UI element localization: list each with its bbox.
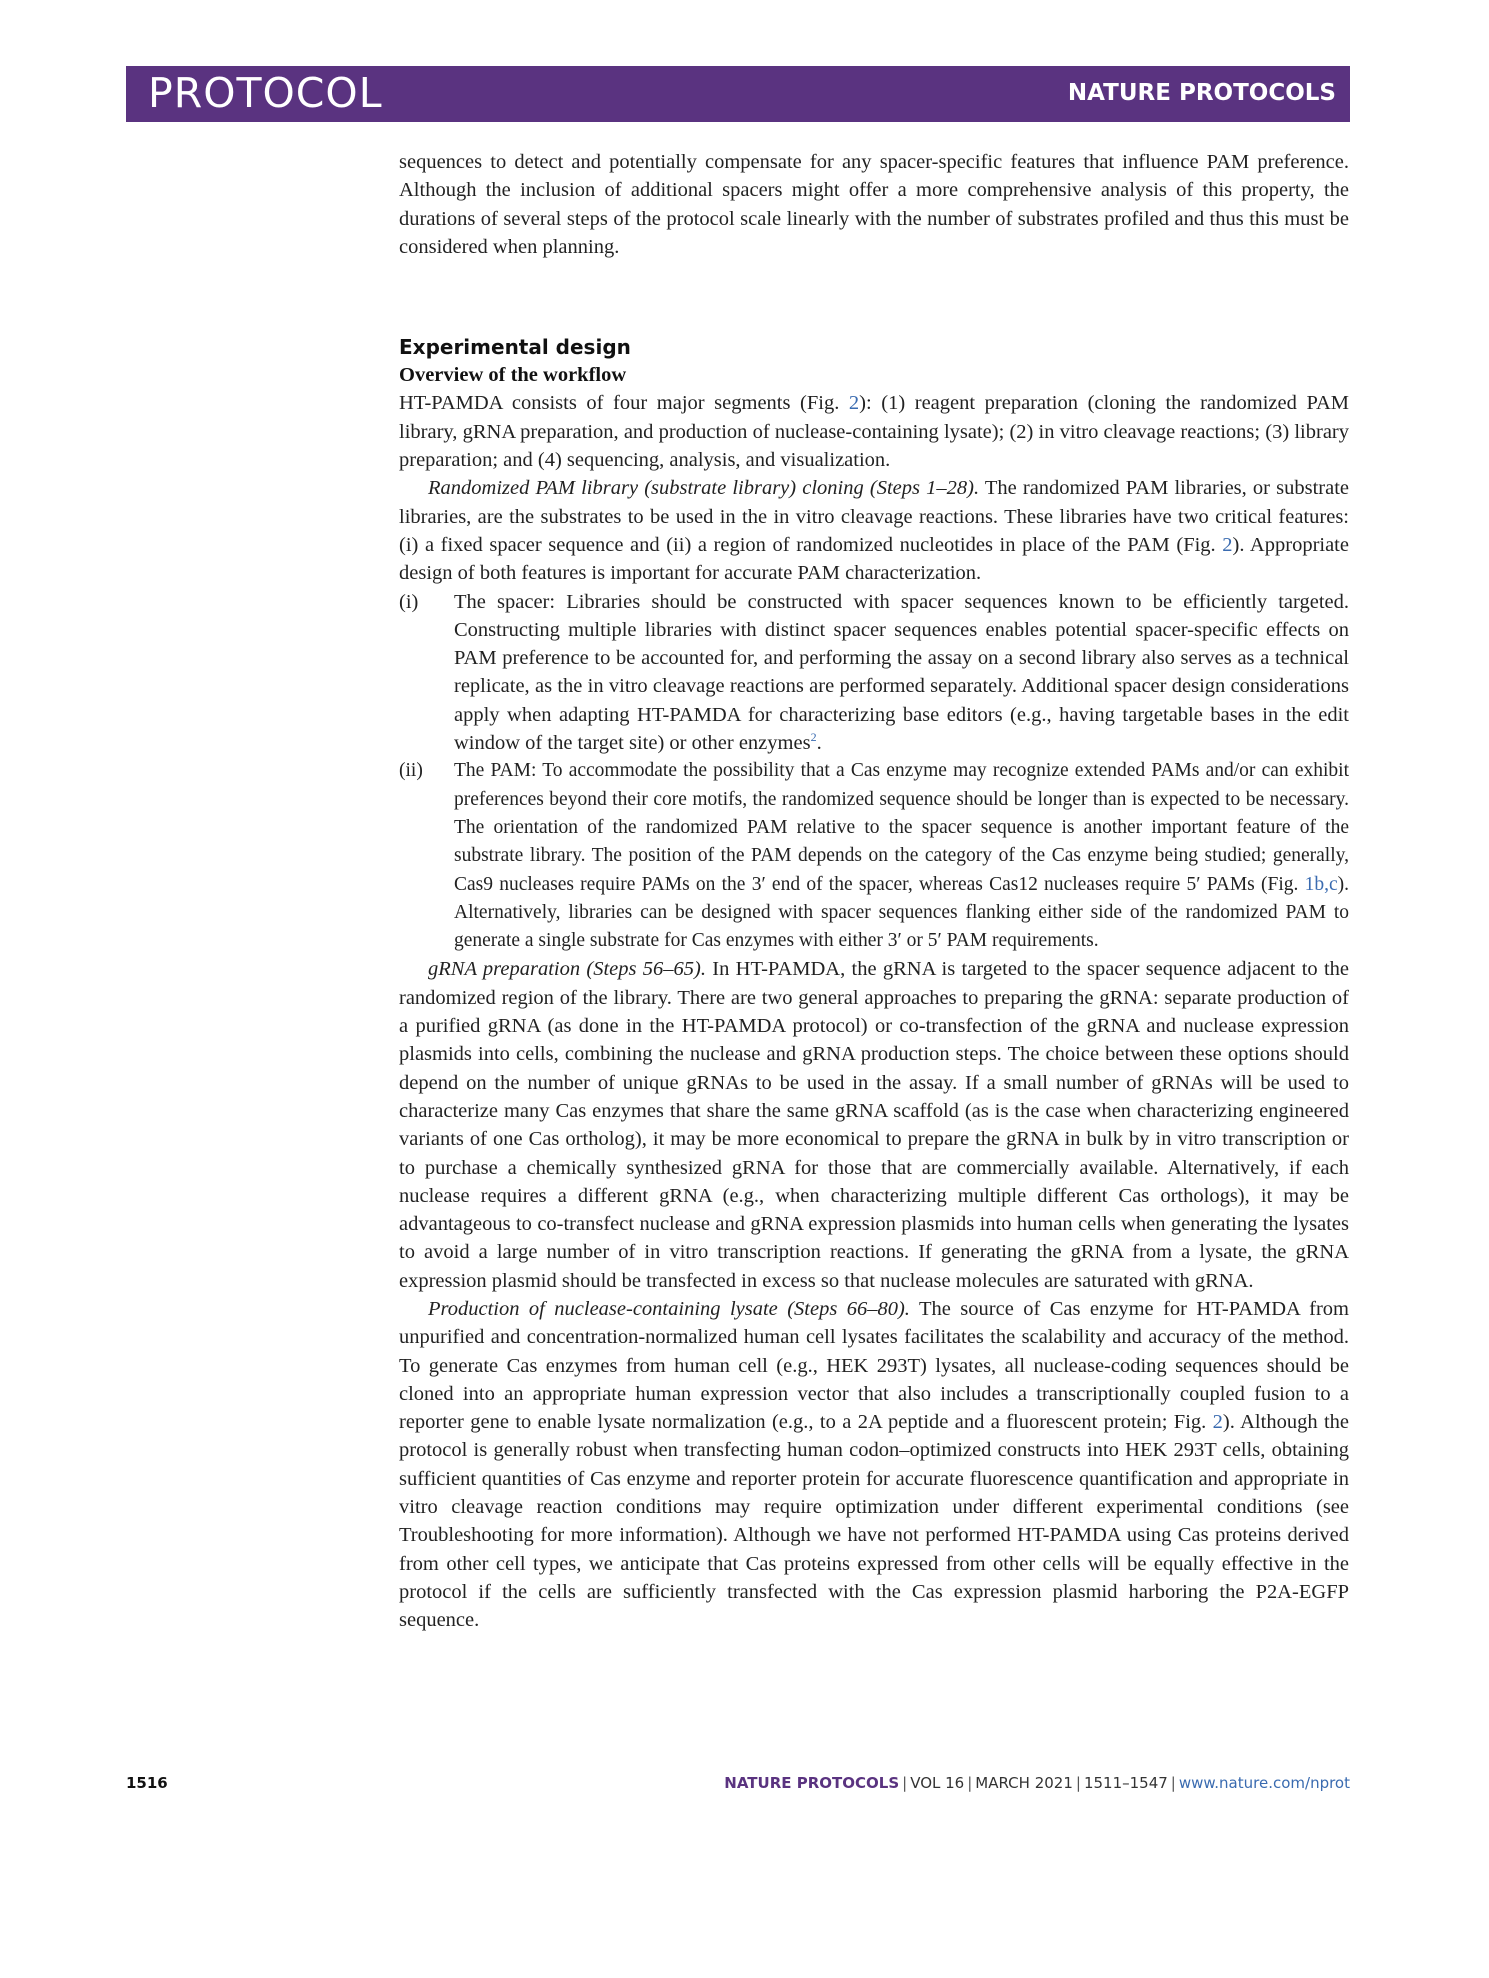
list-item-text: The spacer: Libraries should be constructed with spacer sequences known to be efficiently targeted. Constructing multiple libraries with distinct spacer sequences enables potential spacer-specific effects on PAM preference to be accounted for, and performing the assay on a second library also serves as a technical replicate, as the in vitro cleavage reactions are performed separately. Additional spacer design considerations apply when adapting HT-PAMDA for characterizing base editors (e.g., having targetable bases in the edit window of the target site) or other enzymes xyxy=(454,590,1349,755)
lysate-text-b: ). Although the protocol is generally robust when transfecting human codon–optimized constructs into HEK 293T cells, obtaining sufficient quantities of Cas enzyme and reporter protein for accurate fluorescence quantification and appropriate in vitro cleavage reaction conditions may require optimization under different experimental conditions (see Troubleshooting for more information). Although we have not performed HT-PAMDA using Cas proteins derived from other cell types, we anticipate that Cas proteins expressed from other cells will be equally effective in the protocol if the cells are sufficiently transfected with the Cas expression plasmid harboring the P2A-EGFP sequence. xyxy=(399,1411,1349,1632)
footer-date: MARCH 2021 xyxy=(975,1774,1073,1792)
list-item-i xyxy=(399,588,1349,758)
list-item-ii xyxy=(399,757,1349,955)
journal-label: NATURE PROTOCOLS xyxy=(1067,80,1336,106)
lysate-title: Production of nuclease-containing lysate (Steps 66–80). xyxy=(428,1297,910,1320)
figure-link[interactable]: 2 xyxy=(1212,1411,1223,1434)
grna-paragraph xyxy=(399,955,1349,1295)
list-item-text-b: ). Alternatively, libraries can be designed with spacer sequences flanking either side of the randomized PAM to generate a single substrate for Cas enzymes with either 3′ or 5′ PAM requirements. xyxy=(454,873,1349,952)
section-label: PROTOCOL xyxy=(148,69,383,117)
footer-citation xyxy=(724,1774,1350,1792)
section-gap xyxy=(399,261,1349,333)
workflow-text-b: ): (1) reagent preparation (cloning the randomized PAM library, gRNA preparation, and production of nuclease-containing lysate); (2) in vitro cleavage reactions; (3) library preparation; and (4) sequencing, analysis, and visualization. xyxy=(399,392,1349,472)
lysate-text-a: The source of Cas enzyme for HT-PAMDA from unpurified and concentration-normalized human cell lysates facilitates the scalability and accuracy of the method. To generate Cas enzymes from human cell (e.g., HEK 293T) lysates, all nuclease-coding sequences should be cloned into an appropriate human expression vector that also includes a transcriptionally coupled fusion to a reporter gene to enable lysate normalization (e.g., to a 2A peptide and a fluorescent protein; Fig. xyxy=(399,1297,1350,1434)
lysate-paragraph xyxy=(399,1295,1349,1635)
figure-link[interactable]: 2 xyxy=(1222,533,1233,556)
intro-paragraph: sequences to detect and potentially compensate for any spacer-specific features that influence PAM preference. Although the inclusion of additional spacers might offer a more comprehensive analysis of this property, the durations of several steps of the protocol scale linearly with the number of substrates profiled and thus this must be considered when planning. xyxy=(399,151,1349,258)
library-text-a: The randomized PAM libraries, or substrate libraries, are the substrates to be used in the in vitro cleavage reactions. These libraries have two critical features: (i) a fixed spacer sequence and (ii) a region of randomized nucleotides in place of the PAM (Fig. xyxy=(399,477,1349,556)
list-item-text-a: The PAM: To accommodate the possibility that a Cas enzyme may recognize extended PAMs and/or can exhibit preferences beyond their core motifs, the randomized sequence should be longer than is expected to be necessary. The orientation of the randomized PAM relative to the spacer sequence is another important feature of the substrate library. The position of the PAM depends on the category of the Cas enzyme being studied; generally, Cas9 nucleases require PAMs on the 3′ end of the spacer, whereas Cas12 nucleases require 5′ PAMs (Fig. xyxy=(454,760,1349,895)
section-heading: Experimental design xyxy=(399,335,631,360)
figure-link[interactable]: 1b,c xyxy=(1304,873,1338,895)
separator: | xyxy=(967,1774,973,1792)
workflow-text-a: HT-PAMDA consists of four major segments (Fig. xyxy=(399,392,849,415)
library-paragraph xyxy=(399,474,1349,587)
footer-journal: NATURE PROTOCOLS xyxy=(724,1774,900,1792)
list-item-end: . xyxy=(816,732,822,755)
separator: | xyxy=(1170,1774,1176,1792)
list-marker: (i) xyxy=(399,590,419,613)
separator: | xyxy=(1075,1774,1081,1792)
footer-pages: 1511–1547 xyxy=(1083,1774,1168,1792)
article-body xyxy=(399,148,1349,1635)
library-text-b: ). Appropriate design of both features is important for accurate PAM characterization. xyxy=(399,533,1349,585)
header-bar xyxy=(126,66,1350,122)
figure-link[interactable]: 2 xyxy=(848,392,860,415)
footer-url-link[interactable]: www.nature.com/nprot xyxy=(1178,1774,1350,1792)
grna-text: In HT-PAMDA, the gRNA is targeted to the spacer sequence adjacent to the randomized region of the library. There are two general approaches to preparing the gRNA: separate production of a purified gRNA (as done in the HT-PAMDA protocol) or co-transfection of the gRNA and nuclease expression plasmids into cells, combining the nuclease and gRNA production steps. The choice between these options should depend on the number of unique gRNAs to be used in the assay. If a small number of gRNAs will be used to characterize many Cas enzymes that share the same gRNA scaffold (as is the case when characterizing engineered variants of one Cas ortholog), it may be more economical to prepare the gRNA in bulk by in vitro transcription or to purchase a chemically synthesized gRNA for those that are commercially available. Alternatively, if each nuclease requires a different gRNA (e.g., when characterizing multiple different Cas orthologs), it may be advantageous to co-transfect nuclease and gRNA expression plasmids into human cells when generating the lysates to avoid a large number of in vitro transcription reactions. If generating the gRNA from a lysate, the gRNA expression plasmid should be transfected in excess so that nuclease molecules are saturated with gRNA. xyxy=(399,958,1349,1292)
separator: | xyxy=(902,1774,908,1792)
workflow-paragraph xyxy=(399,389,1349,474)
list-marker: (ii) xyxy=(399,760,423,782)
library-title: Randomized PAM library (substrate library) cloning (Steps 1–28). xyxy=(428,477,980,500)
subsection-heading: Overview of the workflow xyxy=(399,364,627,387)
grna-title: gRNA preparation (Steps 56–65). xyxy=(428,958,706,981)
reference-link[interactable]: 2 xyxy=(810,730,817,745)
page-number: 1516 xyxy=(126,1774,168,1792)
footer-volume: VOL 16 xyxy=(910,1774,965,1792)
